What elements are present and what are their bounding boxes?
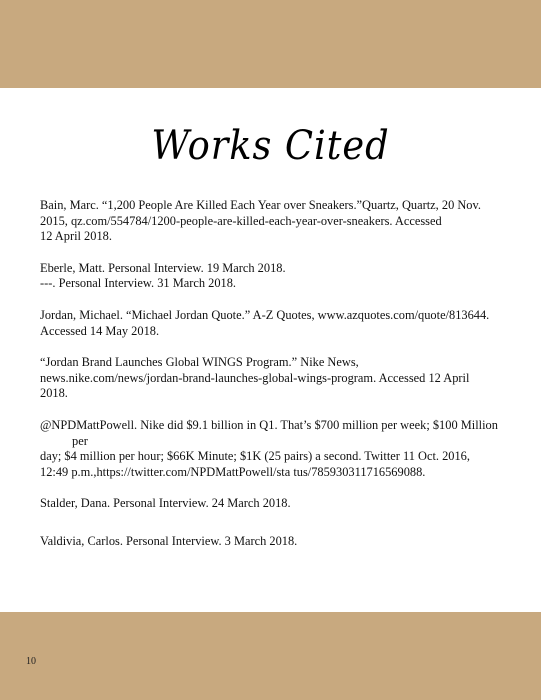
citation-entry <box>40 418 502 480</box>
works-cited-list <box>40 198 502 566</box>
citation-entry <box>40 261 502 292</box>
citation-line: @NPDMattPowell. Nike did $9.1 billion in Q1. That’s $700 million per week; $100 Million per <box>40 417 498 448</box>
header-band <box>0 0 541 88</box>
citation-line: Bain, Marc. “1,200 People Are Killed Each Year over Sneakers.”Quartz, Quartz, 20 Nov. <box>40 198 481 212</box>
citation-line: Accessed 14 May 2018. <box>40 323 160 338</box>
citation-line: “Jordan Brand Launches Global WINGS Program.” Nike News, <box>40 355 359 370</box>
page-number: 10 <box>26 656 36 667</box>
citation-entry <box>40 198 502 245</box>
citation-line: Jordan, Michael. “Michael Jordan Quote.” A-Z Quotes, www.azquotes.com/quote/813644. <box>40 307 490 322</box>
citation-entry <box>40 355 502 402</box>
citation-line: Eberle, Matt. Personal Interview. 19 March 2018. <box>40 260 286 275</box>
citation-line: 12 April 2018. <box>40 229 112 244</box>
citation-line: 12:49 p.m.,https://twitter.com/NPDMattPowell/sta tus/785930311716569088. <box>40 464 426 479</box>
citation-line: ---. Personal Interview. 31 March 2018. <box>40 276 237 291</box>
page-title: Works Cited <box>151 123 390 169</box>
citation-line: Valdivia, Carlos. Personal Interview. 3 March 2018. <box>40 533 298 548</box>
citation-entry <box>40 496 502 512</box>
footer-band <box>0 612 541 700</box>
citation-line: 2018. <box>40 386 68 401</box>
citation-line: 2015, qz.com/554784/1200-people-are-killed-each-year-over-sneakers. Accessed <box>40 213 442 228</box>
citation-line: news.nike.com/news/jordan-brand-launches-global-wings-program. Accessed 12 April <box>40 370 470 385</box>
citation-entry <box>40 308 502 339</box>
citation-line: Stalder, Dana. Personal Interview. 24 March 2018. <box>40 496 291 511</box>
citation-line: day; $4 million per hour; $66K Minute; $1K (25 pairs) a second. Twitter 11 Oct. 2016, <box>40 449 470 464</box>
citation-entry <box>40 534 502 550</box>
